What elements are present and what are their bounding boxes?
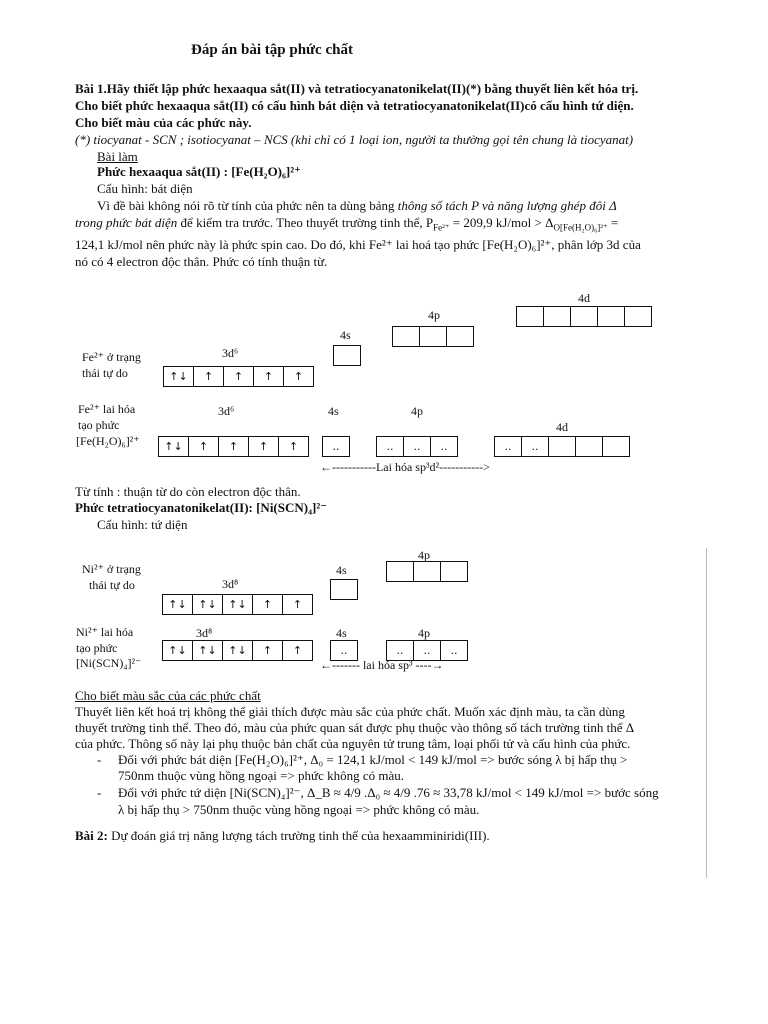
ni-free-3d-orbitals bbox=[162, 594, 312, 615]
orbital-box: .. bbox=[322, 436, 350, 457]
page-edge-divider bbox=[706, 548, 707, 878]
bullet-dash: - bbox=[97, 785, 102, 800]
orbital-box bbox=[543, 306, 571, 327]
orbital-box: .. bbox=[403, 436, 431, 457]
orbital-box bbox=[624, 306, 652, 327]
ni-free-4p-label: 4p bbox=[418, 548, 430, 562]
fe-free-4p-label: 4p bbox=[428, 308, 440, 322]
orbital-box: ↑ bbox=[278, 436, 309, 457]
orbital-box bbox=[516, 306, 544, 327]
fe-free-label-2: thái tự do bbox=[82, 366, 128, 380]
fe-free-label-1: Fe²⁺ ở trạng bbox=[82, 350, 141, 364]
octahedral-bullet-line2: 750nm thuộc vùng hồng ngoại => phức không có màu. bbox=[118, 768, 405, 783]
bullet-dash: - bbox=[97, 752, 102, 767]
ni-hyb-label-1: Ni²⁺ lai hóa bbox=[76, 625, 134, 639]
fe-hyb-label-1: Fe²⁺ lai hóa bbox=[78, 402, 136, 416]
ni-hybridization-arrow: ←------- lai hóa sp³ ----→ bbox=[320, 658, 444, 672]
fe-paragraph-line4: nó có 4 electron độc thân. Phức có tính thuận từ. bbox=[75, 254, 328, 269]
orbital-box bbox=[333, 345, 361, 366]
fe-free-4s-orbitals bbox=[333, 345, 360, 366]
ni-free-4s-orbitals bbox=[330, 579, 357, 600]
orbital-box: .. bbox=[413, 640, 441, 661]
fe-paragraph-line2: trong phức bát diện để kiểm tra trước. Theo thuyết trường tinh thể, $P_{Fe^{2+}} = 209,9$ $kJ/mol > \Delta_{O[Fe(H_2O)_6]^{2+}}$ = bbox=[75, 215, 619, 233]
tetrahedral-bullet-line2: λ bị hấp thụ > 750nm thuộc vùng hồng ngoại => phức không có màu. bbox=[118, 802, 480, 817]
orbital-box: ↑↓ bbox=[192, 594, 223, 615]
orbital-box: ↑ bbox=[253, 366, 284, 387]
fe-hyb-4p-orbitals bbox=[376, 436, 457, 457]
orbital-box: .. bbox=[386, 640, 414, 661]
fe-hyb-4d-orbitals bbox=[494, 436, 629, 457]
color-paragraph-line2: thuyết trường tinh thể. Theo đó, màu của phức quan sát được phụ thuộc vào thông số tách trường tinh thể Δ bbox=[75, 720, 635, 735]
fe-paragraph-line3: 124,1 kJ/mol nên phức này là phức spin cao. Do đó, khi Fe²⁺ lai hoá tạo phức [Fe(H₂O)₆]²⁺, phân lớp 3d của bbox=[75, 237, 641, 252]
ni-hyb-label-2: tạo phức bbox=[76, 641, 118, 655]
fe-complex-heading: Phức hexaaqua sắt(II) : [Fe(H₂O)₆]²⁺ bbox=[97, 164, 302, 179]
orbital-box: .. bbox=[521, 436, 549, 457]
orbital-box: .. bbox=[430, 436, 458, 457]
orbital-box: ↑ bbox=[248, 436, 279, 457]
fe-hyb-4s-label: 4s bbox=[328, 404, 339, 418]
orbital-box bbox=[392, 326, 420, 347]
orbital-box: ↑ bbox=[193, 366, 224, 387]
orbital-box bbox=[419, 326, 447, 347]
page-title: Đáp án bài tập phức chất bbox=[191, 42, 353, 58]
fe-free-3d-label: 3d⁶ bbox=[222, 346, 239, 360]
orbital-box: ↑↓ bbox=[162, 594, 193, 615]
fe-free-4s-label: 4s bbox=[340, 328, 351, 342]
orbital-box bbox=[413, 561, 441, 582]
orbital-box: .. bbox=[330, 640, 358, 661]
color-paragraph-line3: của phức. Thông số này lại phụ thuộc bản chất của nguyên tử trung tâm, loại phối tử và cấu hình của phức. bbox=[75, 736, 631, 751]
fe-hyb-4p-label: 4p bbox=[411, 404, 423, 418]
color-section-heading: Cho biết màu sắc của các phức chất bbox=[75, 688, 261, 703]
orbital-box: ↑ bbox=[218, 436, 249, 457]
orbital-box: ↑↓ bbox=[158, 436, 189, 457]
ni-free-label-1: Ni²⁺ ở trạng bbox=[82, 562, 141, 576]
orbital-box bbox=[575, 436, 603, 457]
fe-hyb-3d-orbitals bbox=[158, 436, 308, 457]
fe-config: Cấu hình: bát diện bbox=[97, 181, 193, 196]
ni-hyb-4s-label: 4s bbox=[336, 626, 347, 640]
fe-hyb-4s-orbitals bbox=[322, 436, 349, 457]
orbital-box bbox=[602, 436, 630, 457]
fe-free-4p-orbitals bbox=[392, 326, 473, 347]
fe-hyb-label-2: tạo phức bbox=[78, 418, 120, 432]
orbital-box bbox=[330, 579, 358, 600]
orbital-box: ↑ bbox=[252, 640, 283, 661]
bai1-heading-line2: Cho biết phức hexaaqua sắt(II) có cấu hình bát diện và tetratiocyanatonikelat(II)có cấu hình tứ diện. bbox=[75, 98, 634, 113]
orbital-box: ↑ bbox=[282, 640, 313, 661]
orbital-box bbox=[548, 436, 576, 457]
orbital-box: ↑ bbox=[252, 594, 283, 615]
orbital-box: .. bbox=[494, 436, 522, 457]
fe-free-4d-label: 4d bbox=[578, 291, 590, 305]
orbital-box bbox=[440, 561, 468, 582]
orbital-box: ↑↓ bbox=[162, 640, 193, 661]
ni-hyb-3d-label: 3d⁸ bbox=[196, 626, 213, 640]
fe-hyb-4d-label: 4d bbox=[556, 420, 568, 434]
ni-complex-heading: Phức tetratiocyanatonikelat(II): [Ni(SCN)₄]²⁻ bbox=[75, 500, 328, 515]
color-paragraph-line1: Thuyết liên kết hoá trị không thể giải thích được màu sắc của phức chất. Muốn xác định màu, ta cần dùng bbox=[75, 704, 625, 719]
ni-free-4p-orbitals bbox=[386, 561, 467, 582]
orbital-box: ↑ bbox=[188, 436, 219, 457]
ni-config: Cấu hình: tứ diện bbox=[97, 517, 188, 532]
bai1-heading-line3: Cho biết màu của các phức này. bbox=[75, 115, 252, 130]
ni-free-label-2: thái tự do bbox=[89, 578, 135, 592]
orbital-box: ↑↓ bbox=[192, 640, 223, 661]
orbital-box: ↑↓ bbox=[222, 640, 253, 661]
ni-hyb-3d-orbitals bbox=[162, 640, 312, 661]
orbital-box bbox=[570, 306, 598, 327]
bai1-heading-line1: Bài 1.Hãy thiết lập phức hexaaqua sắt(II) và tetratiocyanatonikelat(II)(*) bằng thuyết liên kết hóa trị. bbox=[75, 81, 639, 96]
orbital-box: ↑ bbox=[283, 366, 314, 387]
ni-free-4s-label: 4s bbox=[336, 563, 347, 577]
fe-free-4d-orbitals bbox=[516, 306, 651, 327]
tetrahedral-bullet-line1: Đối với phức tứ diện [Ni(SCN)₄]²⁻, Δ_B ≈ 4/9 .Δ₀ ≈ 4/9 .76 ≈ 33,78 kJ/mol < 149 kJ/mol => bước sóng bbox=[118, 785, 659, 800]
orbital-box: ↑ bbox=[223, 366, 254, 387]
orbital-box bbox=[446, 326, 474, 347]
fe-free-3d-orbitals bbox=[163, 366, 313, 387]
bai-lam-heading: Bài làm bbox=[97, 149, 138, 164]
octahedral-bullet-line1: Đối với phức bát diện [Fe(H₂O)₆]²⁺, Δ₀ = 124,1 kJ/mol < 149 kJ/mol => bước sóng λ bị hấp thụ > bbox=[118, 752, 628, 767]
orbital-box bbox=[597, 306, 625, 327]
orbital-box: ↑ bbox=[282, 594, 313, 615]
orbital-box: ↑↓ bbox=[222, 594, 253, 615]
fe-magnetism: Từ tính : thuận từ do còn electron độc thân. bbox=[75, 484, 301, 499]
orbital-box: .. bbox=[376, 436, 404, 457]
ni-hyb-label-3: [Ni(SCN)₄]²⁻ bbox=[76, 656, 142, 670]
fe-hyb-3d-label: 3d⁶ bbox=[218, 404, 235, 418]
bai2-question: Bài 2: Dự đoán giá trị năng lượng tách trường tinh thể của hexaamminiridi(III). bbox=[75, 828, 490, 843]
fe-hybridization-arrow: ←-----------Lai hóa sp³d²-----------> bbox=[320, 460, 490, 474]
fe-hyb-label-3: [Fe(H₂O)₆]²⁺ bbox=[76, 434, 140, 448]
orbital-box: .. bbox=[440, 640, 468, 661]
bai1-note: (*) tiocyanat - SCN ; isotiocyanat – NCS (khi chỉ có 1 loại ion, người ta thường gọi tên chung là tiocyanat) bbox=[75, 132, 634, 147]
fe-paragraph-line1: Vì đề bài không nói rõ từ tính của phức nên ta dùng bảng thông số tách P và năng lượng ghép đôi Δ bbox=[97, 198, 617, 213]
ni-free-3d-label: 3d⁸ bbox=[222, 577, 239, 591]
ni-hyb-4p-label: 4p bbox=[418, 626, 430, 640]
orbital-box: ↑↓ bbox=[163, 366, 194, 387]
orbital-box bbox=[386, 561, 414, 582]
